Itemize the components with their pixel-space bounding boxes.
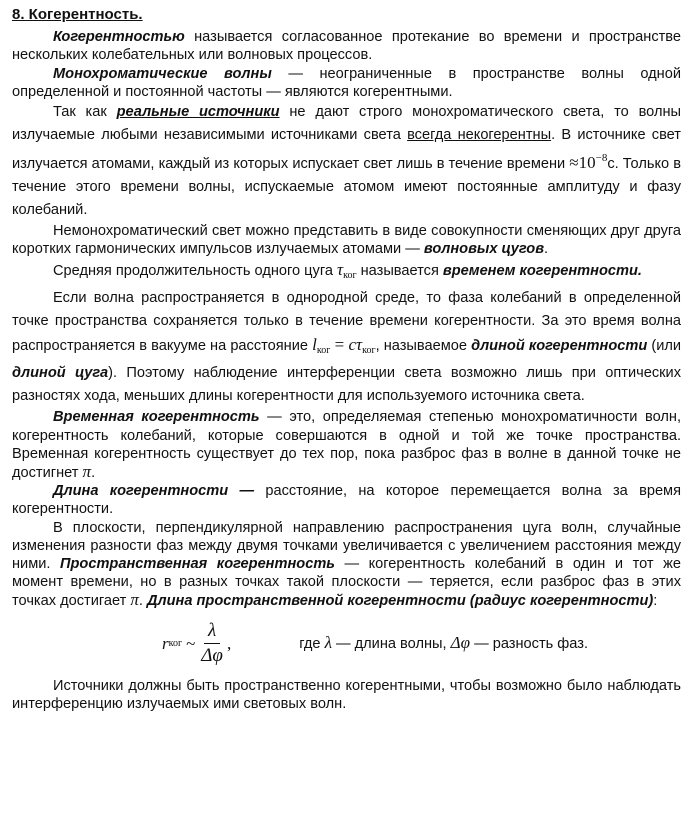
paragraph-text: — когерентность колебаний в один и тот же момент времени, но в разных точках такой плоскости — теряется, если разброс фаз в этих точках достигает: [12, 556, 682, 610]
formula-expression: [162, 620, 231, 667]
paragraph-text: . В источнике свет излучается атомами, каждый из которых испускает свет лишь в течение времени: [12, 127, 681, 173]
paragraph-monochromatic: [12, 65, 681, 101]
legend-lambda: λ: [324, 633, 332, 653]
legend-text: где: [299, 636, 325, 653]
tau-subscript: ког: [343, 270, 357, 282]
power-exponent: −8: [595, 152, 608, 165]
term-coherence-time: временем когерентности.: [442, 263, 642, 280]
approx-symbol: ≈: [569, 153, 579, 173]
paragraph-coherence-time: [12, 258, 681, 287]
paragraph-text: называется: [356, 263, 443, 280]
paragraph-text: . Только в течение этого времени волны, испускаемые атомом имеют постоянные амплитуду и фазу колебаний.: [12, 156, 681, 219]
legend-text: — разность фаз.: [470, 636, 588, 653]
term-spatial-coherence: Пространственная когерентность: [60, 556, 335, 573]
paragraph-text: расстояние, на которое перемещается волна за время когерентности.: [12, 483, 681, 518]
term-wave-trains: волновых цугов: [423, 241, 545, 258]
term-coherence-length-def: Длина когерентности —: [53, 483, 255, 500]
paragraph-text: — это, определяемая степенью монохроматичности волн, когерентность колебаний, которые совершаются в одной и той же точке пространства. Временная когерентность существует до тех пор, пока разброс фаз в волне в данной точке не достигнет: [12, 409, 681, 482]
formula-c: c: [348, 335, 357, 355]
term-train-length: длиной цуга: [12, 365, 109, 382]
term-coherence-length: длиной когерентности: [471, 338, 648, 355]
tau-symbol: τ: [337, 260, 344, 280]
paragraph-text: Немонохроматический свет можно представить в виде совокупности сменяющих друг друга коротких гармонических импульсов излучаемых атомами —: [12, 223, 681, 258]
paragraph-real-sources: [12, 101, 681, 222]
formula-tau-subscript: ког: [362, 345, 376, 357]
paragraph-text: Средняя продолжительность одного цуга: [53, 263, 338, 280]
term-monochromatic-waves: Монохроматические волны: [53, 65, 272, 82]
formula-legend: [299, 634, 588, 653]
paragraph-text: Если волна распространяется в однородной среде, то фаза колебаний в определенной точке пространства сохраняется только в течение времени когерентности. За это время волна распространяется в вакууме на расстояние: [12, 290, 681, 355]
term-temporal-coherence: Временная когерентность: [53, 409, 260, 426]
paragraph-text: — неограниченные в пространстве волны одной определенной и постоянной частоты — являются когерентными.: [12, 65, 682, 100]
paragraph-text: (или: [647, 338, 682, 355]
legend-dphi: Δφ: [450, 633, 471, 653]
paragraph-length-definition: [12, 482, 681, 518]
formula-equals: =: [330, 335, 349, 355]
paragraph-spatial-coherence: [12, 519, 681, 611]
term-coherence-radius: Длина пространственной когерентности (радиус когерентности): [147, 593, 654, 610]
paragraph-text: Так как: [53, 104, 117, 121]
pi-symbol: π: [82, 462, 92, 482]
paragraph-text: не дают строго монохроматического света, то волны излучаемые любыми независимыми источниками света: [12, 104, 682, 144]
pi-symbol: π: [130, 590, 139, 610]
paragraph-text: , называемое: [375, 338, 472, 355]
formula-tau: τ: [356, 335, 363, 355]
formula-sim: ~: [186, 633, 196, 653]
legend-text: — длина волны,: [331, 636, 451, 653]
section-title: 8. Когерентность.: [12, 6, 143, 23]
paragraph-coherence-definition: [12, 28, 681, 64]
fraction-numerator: λ: [204, 620, 220, 644]
formula-r: r: [162, 633, 169, 653]
paragraph-text: .: [138, 593, 147, 610]
formula-r-subscript: ког: [168, 637, 183, 649]
paragraph-text: .: [544, 241, 549, 258]
paragraph-temporal-coherence: [12, 408, 681, 482]
paragraph-wave-trains: [12, 222, 681, 258]
coherence-radius-formula: [12, 613, 681, 675]
paragraph-text: :: [653, 593, 658, 610]
fraction-denominator: Δφ: [201, 645, 223, 667]
time-unit: с: [607, 156, 615, 173]
paragraph-text: называется согласованное протекание во времени и пространстве нескольких колебательных или волновых процессов.: [12, 29, 681, 64]
paragraph-text: .: [91, 465, 96, 482]
term-always-incoherent: всегда некогерентны: [407, 127, 552, 144]
paragraph-text: В плоскости, перпендикулярной направлению распространения цуга волн, случайные изменения разности фаз между двумя точками увеличивается с увеличением расстояния между ними.: [12, 519, 681, 573]
paragraph-text: ). Поэтому наблюдение интерференции света возможно лишь при оптических разностях хода, меньших длины когерентности для используемого источника света.: [12, 365, 681, 405]
formula-comma: ,: [226, 633, 232, 653]
term-real-sources: реальные источники: [116, 104, 280, 121]
formula-fraction: [201, 620, 223, 667]
formula-l-subscript: ког: [316, 345, 331, 357]
paragraph-text: Источники должны быть пространственно когерентными, чтобы возможно было наблюдать интерференцию излучаемых ими световых волн.: [12, 677, 681, 712]
term-coherence: Когерентностью: [53, 29, 185, 46]
formula-l: l: [312, 335, 317, 355]
paragraph-conclusion: [12, 677, 681, 713]
paragraph-coherence-length: [12, 287, 681, 408]
power-base: 10: [578, 153, 596, 173]
